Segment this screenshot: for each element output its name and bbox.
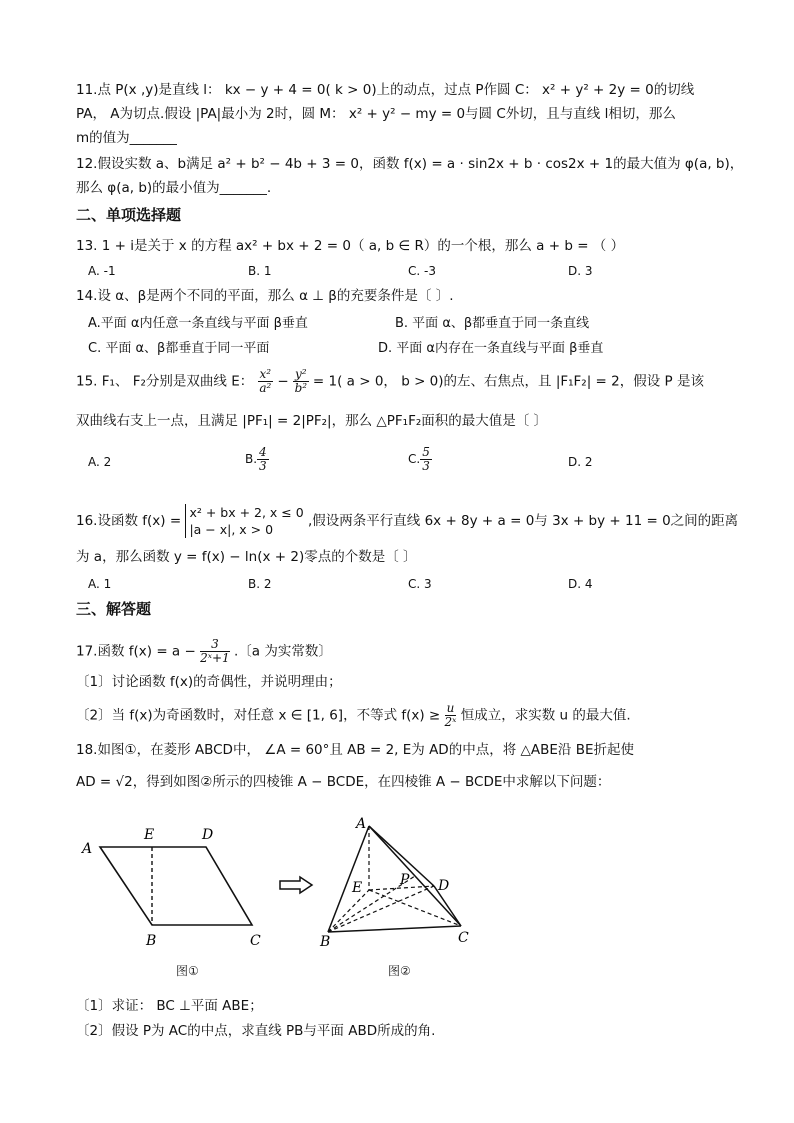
q13-option-b: B. 1	[248, 264, 272, 278]
label-e: E	[352, 880, 363, 896]
q15-option-c-fraction: $\frac{5}{3}$	[422, 445, 430, 473]
section-answer-questions: 三、解答题	[76, 600, 152, 618]
q15-option-b-fraction: $\frac{4}{3}$	[259, 445, 267, 473]
q17-fraction: $\frac{3}{\text{2ˣ+1}}$	[200, 637, 230, 665]
q15-part2: = 1( a > 0， b > 0)的左、右焦点，且 |F₁F₂| = 2，假设 P 是该	[312, 373, 704, 390]
q15-line2: 双曲线右支上一点，且满足 |PF₁| = 2|PF₂|，那么 △PF₁F₂面积的最大值是〔 〕	[76, 413, 548, 429]
q16-option-a: A. 1	[88, 577, 112, 591]
q14-stem: 14.设 α、β是两个不同的平面，那么 α ⊥ β的充要条件是〔 〕.	[76, 288, 454, 304]
q12-line2: 那么 φ(a, b)的最小值为_______.	[76, 180, 272, 196]
q15-minus: −	[277, 373, 289, 390]
q17-line1: 17.函数 f(x) = a − $\frac{3}{\text{2ˣ+1}}$ .〔a 为实常数〕	[76, 637, 332, 665]
label-a: A	[82, 841, 93, 857]
q18-line2: AD = √2，得到如图②所示的四棱锥 A − BCDE，在四棱锥 A − BCDE中求解以下问题：	[76, 774, 611, 790]
q15-fraction-x: $\frac{\text{x²}}{\text{a²}}$	[259, 367, 272, 395]
q17-sub2: 〔2〕当 f(x)为奇函数时，对任意 x ∈ [1, 6]，不等式 f(x) ≥ $\frac{u}{\text{2ˣ}}$ 恒成立，求实数 u 的最大值.	[76, 701, 631, 729]
q11-line2: PA， A为切点.假设 |PA|最小为 2时，圆 M： x² + y² − my = 0与圆 C外切，且与直线 l相切，那么	[76, 106, 676, 122]
figure-1-rhombus	[76, 815, 276, 955]
label-a: A	[356, 816, 367, 832]
q13-option-a: A. -1	[88, 264, 116, 278]
rhombus-outline	[100, 847, 252, 925]
q13-option-d: D. 3	[568, 264, 593, 278]
section-single-choice: 二、单项选择题	[76, 206, 182, 224]
q15-option-d: D. 2	[568, 455, 593, 469]
q16-option-c: C. 3	[408, 577, 432, 591]
figure-1-caption: 图①	[176, 964, 199, 978]
label-b: B	[320, 934, 331, 950]
q11-line1: 11.点 P(x ,y)是直线 l： kx − y + 4 = 0( k > 0)上的动点，过点 P作圆 C： x² + y² + 2y = 0的切线	[76, 82, 695, 98]
label-d: D	[202, 827, 214, 843]
q16-piecewise	[185, 504, 303, 538]
q16-case2: |a − x|, x > 0	[189, 522, 274, 537]
q14-option-d: D. 平面 α内存在一条直线与平面 β垂直	[378, 341, 604, 356]
figure-2-caption: 图②	[388, 964, 411, 978]
q18-sub1: 〔1〕求证： BC ⊥平面 ABE；	[76, 998, 263, 1014]
q13-option-c: C. -3	[408, 264, 436, 278]
q15-fraction-y: $\frac{\text{y²}}{\text{b²}}$	[294, 367, 308, 395]
label-c: C	[250, 933, 261, 949]
q15-option-a: A. 2	[88, 455, 112, 469]
label-b: B	[146, 933, 157, 949]
label-p: P	[400, 872, 410, 888]
q16-line2: 为 a，那么函数 y = f(x) − ln(x + 2)零点的个数是〔 〕	[76, 549, 417, 565]
label-c: C	[458, 930, 469, 946]
q15-part1: 15. F₁、 F₂分别是双曲线 E：	[76, 373, 254, 390]
label-e: E	[144, 827, 155, 843]
q17-sub1: 〔1〕讨论函数 f(x)的奇偶性，并说明理由；	[76, 674, 342, 690]
q14-option-b: B. 平面 α、β都垂直于同一条直线	[395, 316, 590, 331]
q15-option-c: C. $\frac{5}{3}$	[408, 445, 430, 473]
label-d: D	[438, 878, 450, 894]
figure-2-pyramid	[316, 812, 486, 952]
q16-line1	[76, 504, 738, 538]
q12-line1: 12.假设实数 a、b满足 a² + b² − 4b + 3 = 0，函数 f(x) = a · sin2x + b · cos2x + 1的最大值为 φ(a, b)，	[76, 156, 744, 172]
q16-option-d: D. 4	[568, 577, 593, 591]
q14-option-c: C. 平面 α、β都垂直于同一平面	[88, 341, 270, 356]
q16-suffix: ,假设两条平行直线 6x + 8y + a = 0与 3x + by + 11 = 0之间的距离	[308, 513, 739, 529]
q13-stem: 13. 1 + i是关于 x 的方程 ax² + bx + 2 = 0（ a, b ∈ R）的一个根，那么 a + b = （ ）	[76, 238, 625, 254]
q11-line3: m的值为_______	[76, 130, 177, 146]
q18-line1: 18.如图①，在菱形 ABCD中， ∠A = 60°且 AB = 2, E为 AD的中点，将 △ABE沿 BE折起使	[76, 742, 634, 758]
q16-prefix: 16.设函数 f(x) =	[76, 513, 182, 529]
q15-line1	[76, 368, 704, 395]
q14-option-a: A.平面 α内任意一条直线与平面 β垂直	[88, 316, 308, 331]
q16-case1: x² + bx + 2, x ≤ 0	[189, 505, 304, 520]
q16-option-b: B. 2	[248, 577, 272, 591]
q17-sub2-fraction: $\frac{u}{\text{2ˣ}}$	[444, 701, 457, 729]
q18-sub2: 〔2〕假设 P为 AC的中点，求直线 PB与平面 ABD所成的角.	[76, 1023, 436, 1039]
q15-option-b: B. $\frac{4}{3}$	[245, 445, 267, 473]
arrow-icon	[278, 875, 314, 895]
